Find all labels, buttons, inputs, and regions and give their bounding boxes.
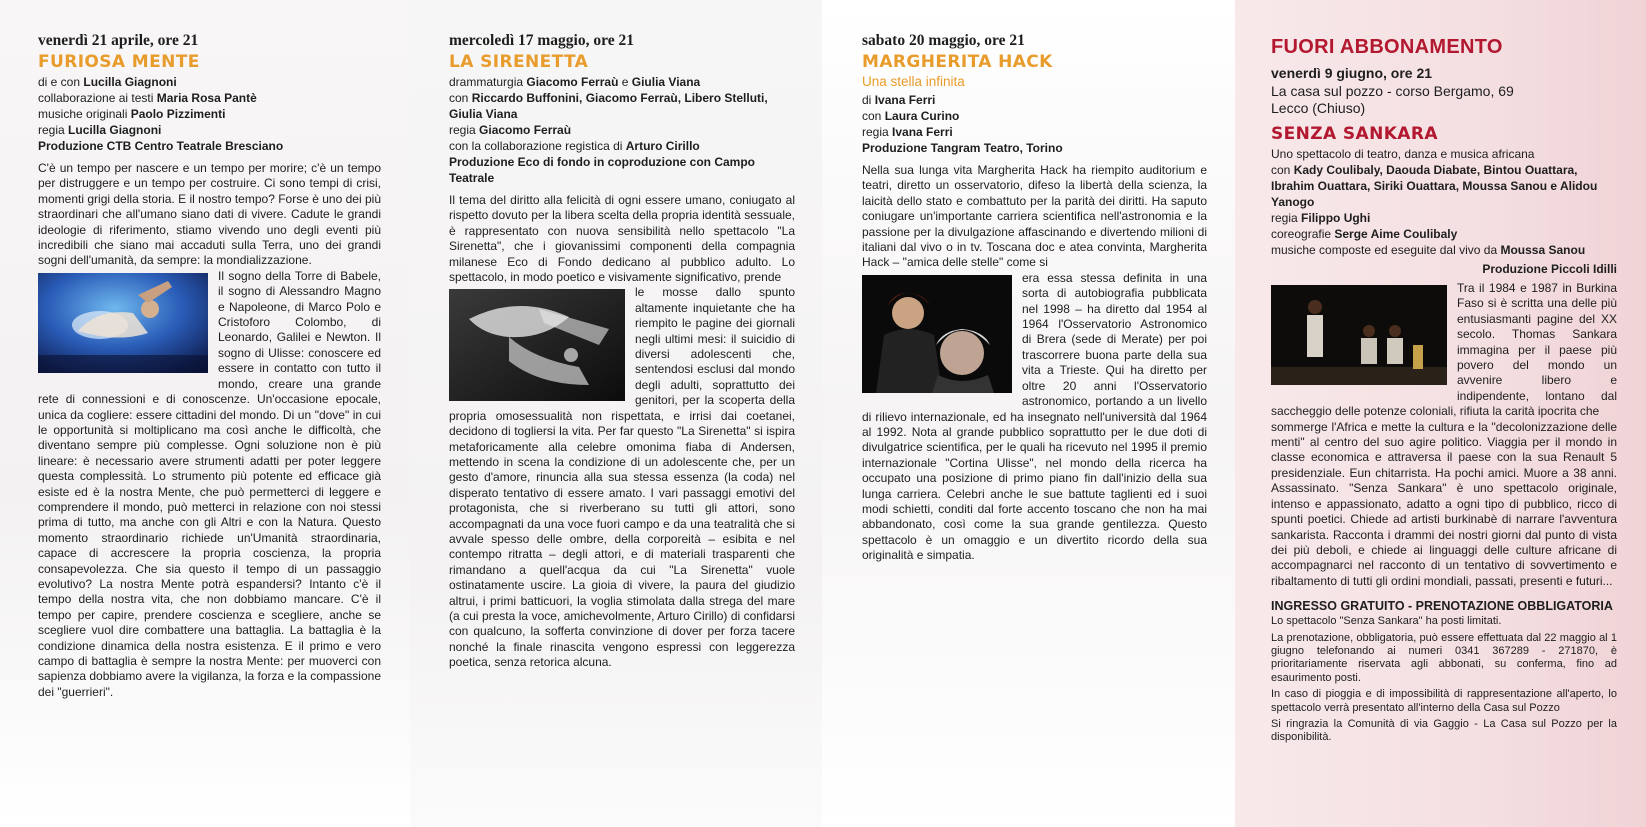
section-header: FUORI ABBONAMENTO	[1271, 36, 1503, 58]
photo-sankara-stage	[1271, 285, 1447, 385]
ingresso-heading: INGRESSO GRATUITO - PRENOTAZIONE OBBLIGATORIA	[1271, 599, 1613, 614]
production-line: Produzione Piccoli Idilli	[1482, 262, 1617, 276]
event-date: venerdì 9 giugno, ore 21	[1271, 65, 1433, 81]
paragraph: Il sogno della Torre di Babele, il sogno di Alessandro Magno e Napoleone, di Marco Polo e Cristoforo Colombo, di Leonardo, Galilei e Newton. Il sogno di Ulisse: conoscere ed essere in contatto con tutto il mondo, creare una grande rete di connessioni e di conoscenze. Un'occasione epocale, unica da cogliere: essere cittadini del mondo. Di un "dove" in cui le opportunità si moltiplicano ma così anche le difficoltà, che diventano sempre più complesse. Ogni soluzione non è più lineare: è necessario avere strumenti adatti per poter leggere questa complessità. Lo strumento più potente ed efficace già esiste ed è la nostra Mente, che può permetterci di leggere e comprendere il mondo, può metterci in relazione con noi stessi prima di tutto, ma anche con gli Altri e con la Natura. Questo momento straordinario richiede un'Umanità straordinaria, capace di accrescere la propria coscienza, la propria consapevolezza. Che sia questo il tempo di un passaggio evolutivo? La nostra Mente potrà espandersi? Intanto c'è il tempo della nostra vita, che non dobbiamo mancare. C'è il tempo per capire, prendere coscienza e scegliere, anche se scegliere vuol dire combattere una battaglia. La battaglia è la condizione dinamica della nostra esistenza. E il primo e vero campo di battaglia è sempre la nostra Mente: per muoverci con sapienza dobbiamo avere la vigilanza, la forza e la compassione dei "guerrieri".	[38, 268, 381, 699]
event-subtitle: Una stella infinita	[862, 74, 965, 89]
credit-line: collaborazione ai testi Maria Rosa Pantè	[38, 91, 257, 105]
paragraph: era essa stessa definita in una sorta di autobiografia pubblicata nel 1998 – ha diretto dal 1954 al 1964 l'Osservatorio Astronomico di Brera (sede di Merate) per poi trascorrere buona parte della sua vita a Trieste. Qui ha diretto per oltre 20 anni l'Osservatorio astronomico, portando a un livello di rilievo internazionale, ed ha insegnato nell'università dal 1964 al 1992. Nota al grande pubblico soprattutto per le due doti di divulgatrice scientifica, per le quali ha ricevuto nel 1995 il premio internazionale "Cortina Ulisse", nel mondo della ricerca ha occupato una posizione di primo piano fin dall'inizio della sua lunga carriera. Celebri anche le sue battute taglienti ed i suoi modi schietti, conditi dal forte accento toscano che non ha mai abbandonato, così come la sua grande gentilezza. Questo spettacolo è un omaggio e un divertito ricordo della sua originalità e simpatia.	[862, 270, 1207, 563]
event-description	[862, 163, 1207, 564]
credit-line: di e con Lucilla Giagnoni	[38, 75, 177, 89]
credit-line: musiche originali Paolo Pizzimenti	[38, 107, 226, 121]
event-title: MARGHERITA HACK	[862, 52, 1053, 72]
event-title: LA SIRENETTA	[449, 52, 589, 72]
credit-line: regia Filippo Ughi	[1271, 211, 1371, 225]
event-description	[1271, 281, 1617, 589]
event-title: FURIOSA MENTE	[38, 52, 200, 72]
column-furiosa-mente	[0, 0, 410, 827]
credit-line: regia Lucilla Giagnoni	[38, 123, 162, 137]
note: Si ringrazia la Comunità di via Gaggio - La Casa sul Pozzo per la disponibilità.	[1271, 717, 1617, 744]
credits	[38, 74, 381, 154]
credit-line: di Ivana Ferri	[862, 93, 936, 107]
credit-line: regia Giacomo Ferraù	[449, 123, 572, 137]
production-line: Produzione Eco di fondo in coproduzione con Campo Teatrale	[449, 155, 755, 185]
paragraph: Tra il 1984 e 1987 in Burkina Faso si è scritta una delle più entusiasmanti pagine del XX secolo. Thomas Sankara immagina per il paese più povero del mondo un avvenire libero e indipendente, lontano dal saccheggio delle potenze coloniali, rifiuta la carità ipocrita che	[1271, 281, 1617, 419]
credit-line: coreografie Serge Aime Coulibaly	[1271, 227, 1458, 241]
note: La prenotazione, obbligatoria, può essere effettuata dal 22 maggio al 1 giugno telefonando ai numeri 0341 367289 - 271870, è prioritariamente riservata agli abbonati, su conferma, fino ad esaurimento posti.	[1271, 631, 1617, 684]
photo-actresses	[862, 275, 1012, 393]
paragraph: le mosse dallo spunto altamente inquietante che ha riempito le pagine dei giornali negli ultimi mesi: il suicidio di diversi adolescenti che, sentendosi esclusi dal mondo degli adulti, soprattutto dei genitori, per la scoperta della propria omosessualità non rispettata, e irrisi dai coetanei, decidono di togliersi la vita. Per far questo "La Sirenetta" si ispira metaforicamente alla celebre omonima fiaba di Andersen, mettendo in scena la condizione di un adolescente che, per un gesto d'amore, rinuncia alla sua stessa essenza (la coda) nel disperato tentativo di essere amato. I vari passaggi emotivi del protagonista, che si riverberano su tutti gli attori, sono accompagnati da una voce fuori campo e da una teatralità che si avvale spesso delle ombre, della corporeità – esibita e nel contempo ritratta – degli attori, e di materiali trasparenti che rimandano a quell'acqua da cui "La Sirenetta" vuole ostinatamente uscire. La gioia di vivere, la paura del giudizio altrui, i primi batticuori, la voglia stimolata dalla strega del mare (a cui presta la voce, amichevolmente, Arturo Cirillo) di confidarsi con qualcuno, la sofferta convinzione di dover per forza tacere nonché la finale rinascita vengono espressi con leggerezza poetica, senza retorica alcuna.	[449, 285, 795, 670]
credit-line: con la collaborazione registica di Arturo Cirillo	[449, 139, 700, 153]
cast-line: con Kady Coulibaly, Daouda Diabate, Bintou Ouattara, Ibrahim Ouattara, Siriki Ouattara, Moussa Sanou e Alidou Yanogo	[1271, 163, 1598, 209]
paragraph: sommerge l'Africa e mette la cultura e la "decolonizzazione delle menti" al centro del suo agire politico. Viaggia per il mondo in classe economica e attraversa il paese con la sua Renault 5 presidenziale. Eun chitarrista. Ha pochi amici. Muore a 38 anni. Assassinato. "Senza Sankara" è uno spettacolo originale, intenso e appassionato, adatto a ogni tipo di pubblico, ricco di spunti poetici. Chiede ad artisti burkinabè di narrare l'avventura sankarista. Racconta i drammi dei nostri giorni dal punto di vista dei più deboli, e chiede ai linguaggi delle culture africane di accompagnarci nel racconto di un tentativo di sovvertimento e ribaltamento di tutti gli ordini mondiali, passati, presenti e futuri...	[1271, 419, 1617, 588]
venue-city: Lecco (Chiuso)	[1271, 100, 1366, 116]
credit-line: regia Ivana Ferri	[862, 125, 953, 139]
credit-line: con Riccardo Buffonini, Giacomo Ferraù, Libero Stelluti, Giulia Viana	[449, 91, 768, 121]
credits	[862, 92, 1207, 156]
event-date: mercoledì 17 maggio, ore 21	[449, 32, 634, 49]
production-line: Produzione CTB Centro Teatrale Bresciano	[38, 139, 284, 153]
photo-actress	[38, 273, 208, 373]
photo-sirenetta-scene	[449, 289, 625, 401]
booking-notes	[1271, 615, 1617, 745]
production-line: Produzione Tangram Teatro, Torino	[862, 141, 1063, 155]
event-title: SENZA SANKARA	[1271, 124, 1438, 144]
event-date: sabato 20 maggio, ore 21	[862, 32, 1025, 49]
paragraph: Nella sua lunga vita Margherita Hack ha riempito auditorium e teatri, diretto un osservatorio, difeso la libertà della scienza, la laicità dello stato e combattuto per la parità dei diritti. Ha saputo coniugare un'importante carriera scientifica nell'astronomia e la passione per la divulgazione affascinando e divertendo milioni di italiani dal vivo o in tv. Toscana doc e atea convinta, Margherita Hack – "amica delle stelle" come si	[862, 163, 1207, 270]
note: Lo spettacolo "Senza Sankara" ha posti limitati.	[1271, 615, 1502, 628]
event-desc: Uno spettacolo di teatro, danza e musica africana	[1271, 147, 1535, 161]
credits	[1271, 146, 1617, 258]
credit-line: musiche composte ed eseguite dal vivo da Moussa Sanou	[1271, 243, 1586, 257]
credit-line: drammaturgia Giacomo Ferraù e Giulia Viana	[449, 75, 701, 89]
event-date: venerdì 21 aprile, ore 21	[38, 32, 199, 49]
column-la-sirenetta	[410, 0, 822, 827]
event-description	[38, 161, 381, 700]
paragraph: C'è un tempo per nascere e un tempo per morire; c'è un tempo per distruggere e un tempo per costruire. Ci sono tempi di crisi, momenti grigi della storia. E il nostro tempo? Forse è uno dei più straordinari che all'umano siano dati di vivere. Cadute le grandi ideologie di riferimento, stiamo vivendo uno degli eventi più incredibili che siano mai accaduti sulla Terra, uno dei grandi sogni dell'umanità, da sempre: la mondializzazione.	[38, 161, 381, 268]
credit-line: con Laura Curino	[862, 109, 960, 123]
venue	[1271, 83, 1617, 117]
note: In caso di pioggia e di impossibilità di rappresentazione all'aperto, lo spettacolo verrà presentato all'interno della Casa sul Pozzo	[1271, 688, 1617, 714]
column-margherita-hack	[822, 0, 1235, 827]
event-description	[449, 193, 795, 671]
column-fuori-abbonamento	[1235, 0, 1646, 827]
paragraph: Il tema del diritto alla felicità di ogni essere umano, coniugato al rispetto dovuto per la libera scelta della propria identità sessuale, è rappresentato con nuova sensibilità nello spettacolo "La Sirenetta", che i giovanissimi componenti della compagnia milanese Eco di Fondo dedicano al pubblico adulto. Lo spettacolo, in modo poetico e visivamente significativo, prende	[449, 193, 795, 285]
venue-address: La casa sul pozzo - corso Bergamo, 69	[1271, 83, 1514, 99]
credits	[449, 74, 795, 186]
